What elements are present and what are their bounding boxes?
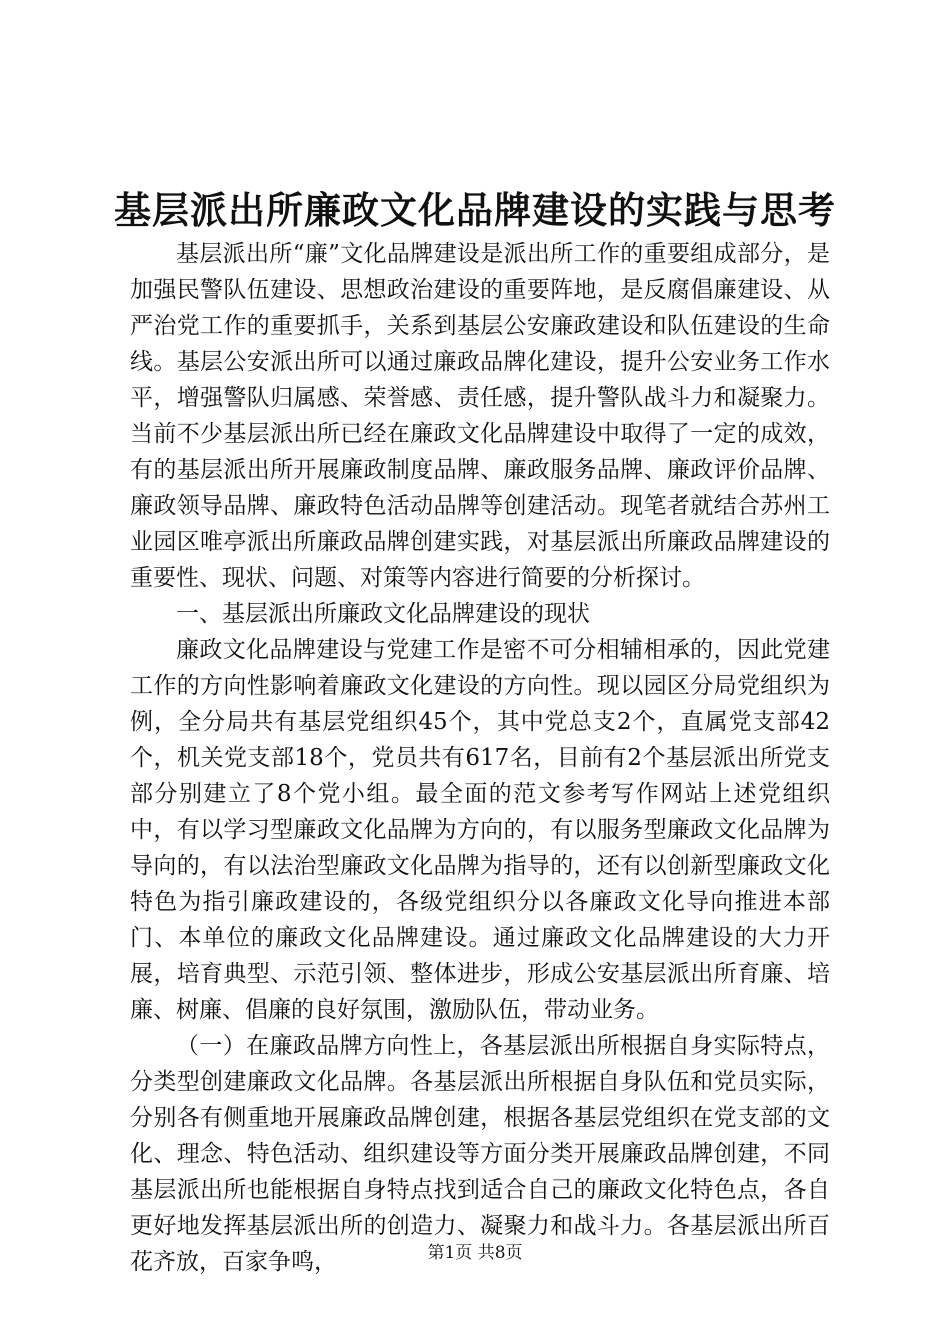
document-title: 基层派出所廉政文化品牌建设的实践与思考 <box>114 188 836 232</box>
paragraph-subsection-1: （一）在廉政品牌方向性上，各基层派出所根据自身实际特点，分类型创建廉政文化品牌。各基层派出所根据自身队伍和党员实际，分别各有侧重地开展廉政品牌创建，根据各基层党组织在党支部的文化、理念、特色活动、组织建设等方面分类开展廉政品牌创建，不同基层派出所也能根据自身特点找到适合自己的廉政文化特色点，各自更好地发挥基层派出所的创造力、凝聚力和战斗力。各基层派出所百花齐放，百家争鸣， <box>130 1033 830 1275</box>
section-heading-status: 一、基层派出所廉政文化品牌建设的现状 <box>176 601 590 627</box>
paragraph-status: 廉政文化品牌建设与党建工作是密不可分相辅相承的，因此党建工作的方向性影响着廉政文化建设的方向性。现以园区分局党组织为例，全分局共有基层党组织45个，其中党总支2个，直属党支部42个，机关党支部18个，党员共有617名，目前有2个基层派出所党支部分别建立了8个党小组。最全面的范文参考写作网站上述党组织中，有以学习型廉政文化品牌为方向的，有以服务型廉政文化品牌为导向的，有以法治型廉政文化品牌为指导的，还有以创新型廉政文化特色为指引廉政建设的，各级党组织分以各廉政文化导向推进本部门、本单位的廉政文化品牌建设。通过廉政文化品牌建设的大力开展，培育典型、示范引领、整体进步，形成公安基层派出所育廉、培廉、树廉、倡廉的良好氛围，激励队伍，带动业务。 <box>130 637 830 1023</box>
document-body <box>130 236 830 1280</box>
page-footer: 第1页 共8页 <box>427 1243 523 1263</box>
paragraph-intro: 基层派出所“廉”文化品牌建设是派出所工作的重要组成部分，是加强民警队伍建设、思想政治建设的重要阵地，是反腐倡廉建设、从严治党工作的重要抓手，关系到基层公安廉政建设和队伍建设的生命线。基层公安派出所可以通过廉政品牌化建设，提升公安业务工作水平，增强警队归属感、荣誉感、责任感，提升警队战斗力和凝聚力。当前不少基层派出所已经在廉政文化品牌建设中取得了一定的成效，有的基层派出所开展廉政制度品牌、廉政服务品牌、廉政评价品牌、廉政领导品牌、廉政特色活动品牌等创建活动。现笔者就结合苏州工业园区唯亭派出所廉政品牌创建实践，对基层派出所廉政品牌建设的重要性、现状、问题、对策等内容进行简要的分析探讨。 <box>130 241 830 591</box>
